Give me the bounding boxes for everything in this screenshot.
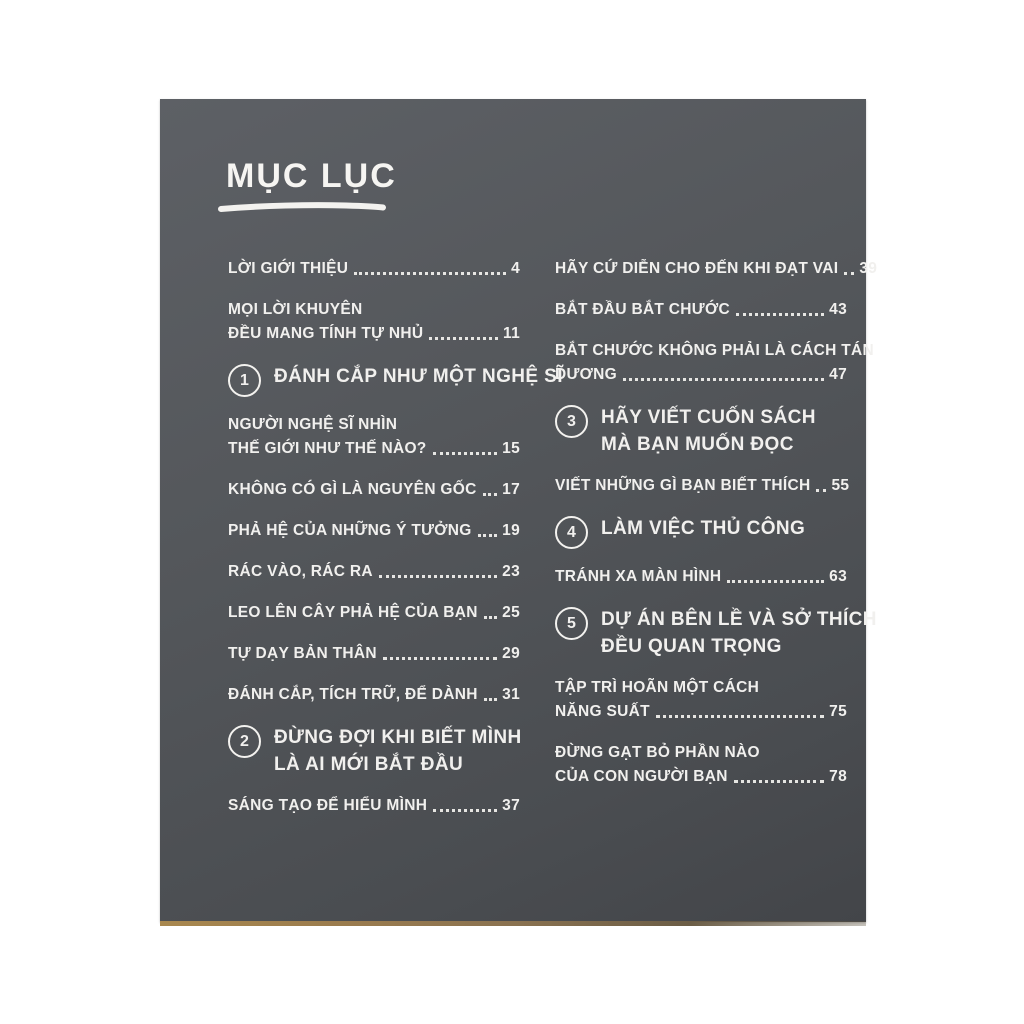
toc-page-number: 4: [511, 260, 520, 277]
toc-entry-row: [555, 363, 847, 387]
toc-entry: [555, 565, 847, 589]
dot-leader: [429, 337, 498, 340]
toc-chapter: [228, 724, 520, 778]
toc-entry-row: [555, 474, 850, 498]
toc-column-right: [555, 257, 878, 806]
toc-entry: [555, 257, 878, 281]
dot-leader: [736, 313, 824, 316]
chapter-number-badge: 3: [555, 405, 588, 438]
toc-entry-label: DƯƠNG: [555, 366, 618, 383]
dot-leader: [656, 715, 824, 718]
chapter-title: [601, 515, 805, 549]
chapter-title: [601, 606, 877, 660]
toc-entry-label: TỰ DẠY BẢN THÂN: [228, 645, 377, 662]
dot-leader: [816, 489, 826, 492]
toc-page-number: 17: [502, 481, 520, 498]
chapter-title-line: LÀM VIỆC THỦ CÔNG: [601, 518, 806, 539]
toc-chapter: [555, 404, 847, 458]
toc-entry-row: [555, 765, 847, 789]
toc-page-number: 29: [502, 645, 520, 662]
dot-leader: [844, 272, 854, 275]
chapter-title-line: DỰ ÁN BÊN LỀ VÀ SỞ THÍCH: [601, 609, 877, 630]
toc-page-number: 78: [829, 768, 847, 785]
dot-leader: [354, 272, 506, 275]
toc-page-number: 23: [502, 563, 520, 580]
toc-entry-line: TẬP TRÌ HOÃN MỘT CÁCH: [555, 679, 760, 696]
toc-entry-line: NGƯỜI NGHỆ SĨ NHÌN: [228, 416, 398, 433]
title-underline: [216, 200, 388, 214]
toc-entry-label: NĂNG SUẤT: [555, 703, 650, 720]
toc-chapter: [555, 606, 877, 660]
toc-entry-label: SÁNG TẠO ĐỂ HIỂU MÌNH: [228, 797, 428, 814]
toc-entry: [228, 519, 520, 543]
toc-entry: [228, 794, 520, 818]
toc-entry: [228, 257, 520, 281]
toc-page-number: 47: [829, 366, 847, 383]
toc-entry-row: [555, 700, 847, 724]
book-page: [160, 99, 878, 922]
toc-entry: [228, 642, 520, 666]
toc-entry: [228, 298, 520, 346]
toc-entry: [228, 601, 520, 625]
toc-entry-row: [228, 257, 520, 281]
toc-entry: [228, 413, 520, 461]
toc-entry: [555, 676, 847, 724]
dot-leader: [383, 657, 497, 660]
chapter-number-badge: 5: [555, 607, 588, 640]
toc-entry-row: [228, 601, 520, 625]
title-block: [226, 157, 397, 214]
toc-entry: [555, 298, 847, 322]
toc-entry-line: BẮT CHƯỚC KHÔNG PHẢI LÀ CÁCH TÁN: [555, 342, 874, 359]
dot-leader: [623, 378, 824, 381]
toc-entry-row: [228, 478, 520, 502]
toc-entry-label: KHÔNG CÓ GÌ LÀ NGUYÊN GỐC: [228, 481, 477, 498]
toc-entry-row: [228, 560, 520, 584]
chapter-number-badge: 2: [228, 725, 261, 758]
dot-leader: [484, 698, 497, 701]
toc-page-number: 11: [503, 325, 520, 342]
toc-entry-label: TRÁNH XA MÀN HÌNH: [555, 568, 722, 585]
toc-page-number: 37: [502, 797, 520, 814]
toc-entry: [555, 474, 850, 498]
paper-edge: [160, 921, 866, 926]
dot-leader: [433, 809, 497, 812]
toc-entry-label: VIẾT NHỮNG GÌ BẠN BIẾT THÍCH: [555, 477, 811, 494]
toc-column-left: [228, 257, 563, 835]
toc-entry: [555, 339, 874, 387]
toc-entry-row: [555, 565, 847, 589]
chapter-title-line: LÀ AI MỚI BẮT ĐẦU: [274, 754, 464, 775]
toc-page-number: 39: [859, 260, 878, 277]
dot-leader: [433, 452, 498, 455]
dot-leader: [727, 580, 824, 583]
toc-entry: [228, 683, 520, 707]
chapter-title-line: ĐÁNH CẮP NHƯ MỘT NGHỆ SĨ: [274, 366, 563, 387]
toc-page-number: 19: [502, 522, 520, 539]
chapter-title: [274, 724, 522, 778]
toc-entry-row: [555, 257, 878, 281]
chapter-title: [601, 404, 816, 458]
toc-entry: [555, 741, 847, 789]
toc-entry-row: [555, 298, 847, 322]
dot-leader: [734, 780, 824, 783]
toc-entry-label: LỜI GIỚI THIỆU: [228, 260, 349, 277]
toc-page-number: 25: [502, 604, 520, 621]
toc-page-number: 55: [831, 477, 850, 494]
toc-entry-label: ĐỀU MANG TÍNH TỰ NHỦ: [228, 325, 424, 342]
toc-entry-label: RÁC VÀO, RÁC RA: [228, 563, 373, 580]
toc-entry-label: PHẢ HỆ CỦA NHỮNG Ý TƯỞNG: [228, 522, 472, 539]
chapter-number-badge: 1: [228, 364, 261, 397]
toc-entry: [228, 560, 520, 584]
toc-entry: [228, 478, 520, 502]
toc-entry-row: [228, 794, 520, 818]
dot-leader: [484, 616, 497, 619]
toc-entry-label: LEO LÊN CÂY PHẢ HỆ CỦA BẠN: [228, 604, 478, 621]
dot-leader: [483, 493, 498, 496]
toc-entry-label: THẾ GIỚI NHƯ THẾ NÀO?: [228, 440, 427, 457]
toc-entry-row: [228, 519, 520, 543]
toc-chapter: [555, 515, 847, 549]
toc-entry-row: [228, 322, 520, 346]
chapter-title-line: ĐỀU QUAN TRỌNG: [601, 636, 782, 657]
toc-page-number: 75: [829, 703, 847, 720]
toc-entry-label: ĐÁNH CẮP, TÍCH TRỮ, ĐỂ DÀNH: [228, 686, 478, 703]
toc-entry-row: [228, 683, 520, 707]
toc-page-number: 15: [502, 440, 520, 457]
chapter-title-line: ĐỪNG ĐỢI KHI BIẾT MÌNH: [274, 727, 522, 748]
toc-entry-label: BẮT ĐẦU BẮT CHƯỚC: [555, 301, 730, 318]
dot-leader: [478, 534, 498, 537]
toc-entry-line: ĐỪNG GẠT BỎ PHẦN NÀO: [555, 744, 760, 761]
page-title: MỤC LỤC: [226, 157, 397, 195]
toc-entry-label: CỦA CON NGƯỜI BẠN: [555, 768, 728, 785]
toc-page-number: 43: [829, 301, 847, 318]
toc-chapter: [228, 363, 563, 397]
chapter-title-line: MÀ BẠN MUỐN ĐỌC: [601, 434, 794, 455]
toc-page-number: 31: [502, 686, 520, 703]
chapter-title: [274, 363, 563, 397]
toc-entry-label: HÃY CỨ DIỄN CHO ĐẾN KHI ĐẠT VAI: [555, 260, 839, 277]
toc-entry-row: [228, 642, 520, 666]
chapter-number-badge: 4: [555, 516, 588, 549]
toc-page-number: 63: [829, 568, 847, 585]
toc-entry-line: MỌI LỜI KHUYÊN: [228, 301, 363, 318]
dot-leader: [379, 575, 497, 578]
chapter-title-line: HÃY VIẾT CUỐN SÁCH: [601, 407, 816, 428]
toc-entry-row: [228, 437, 520, 461]
